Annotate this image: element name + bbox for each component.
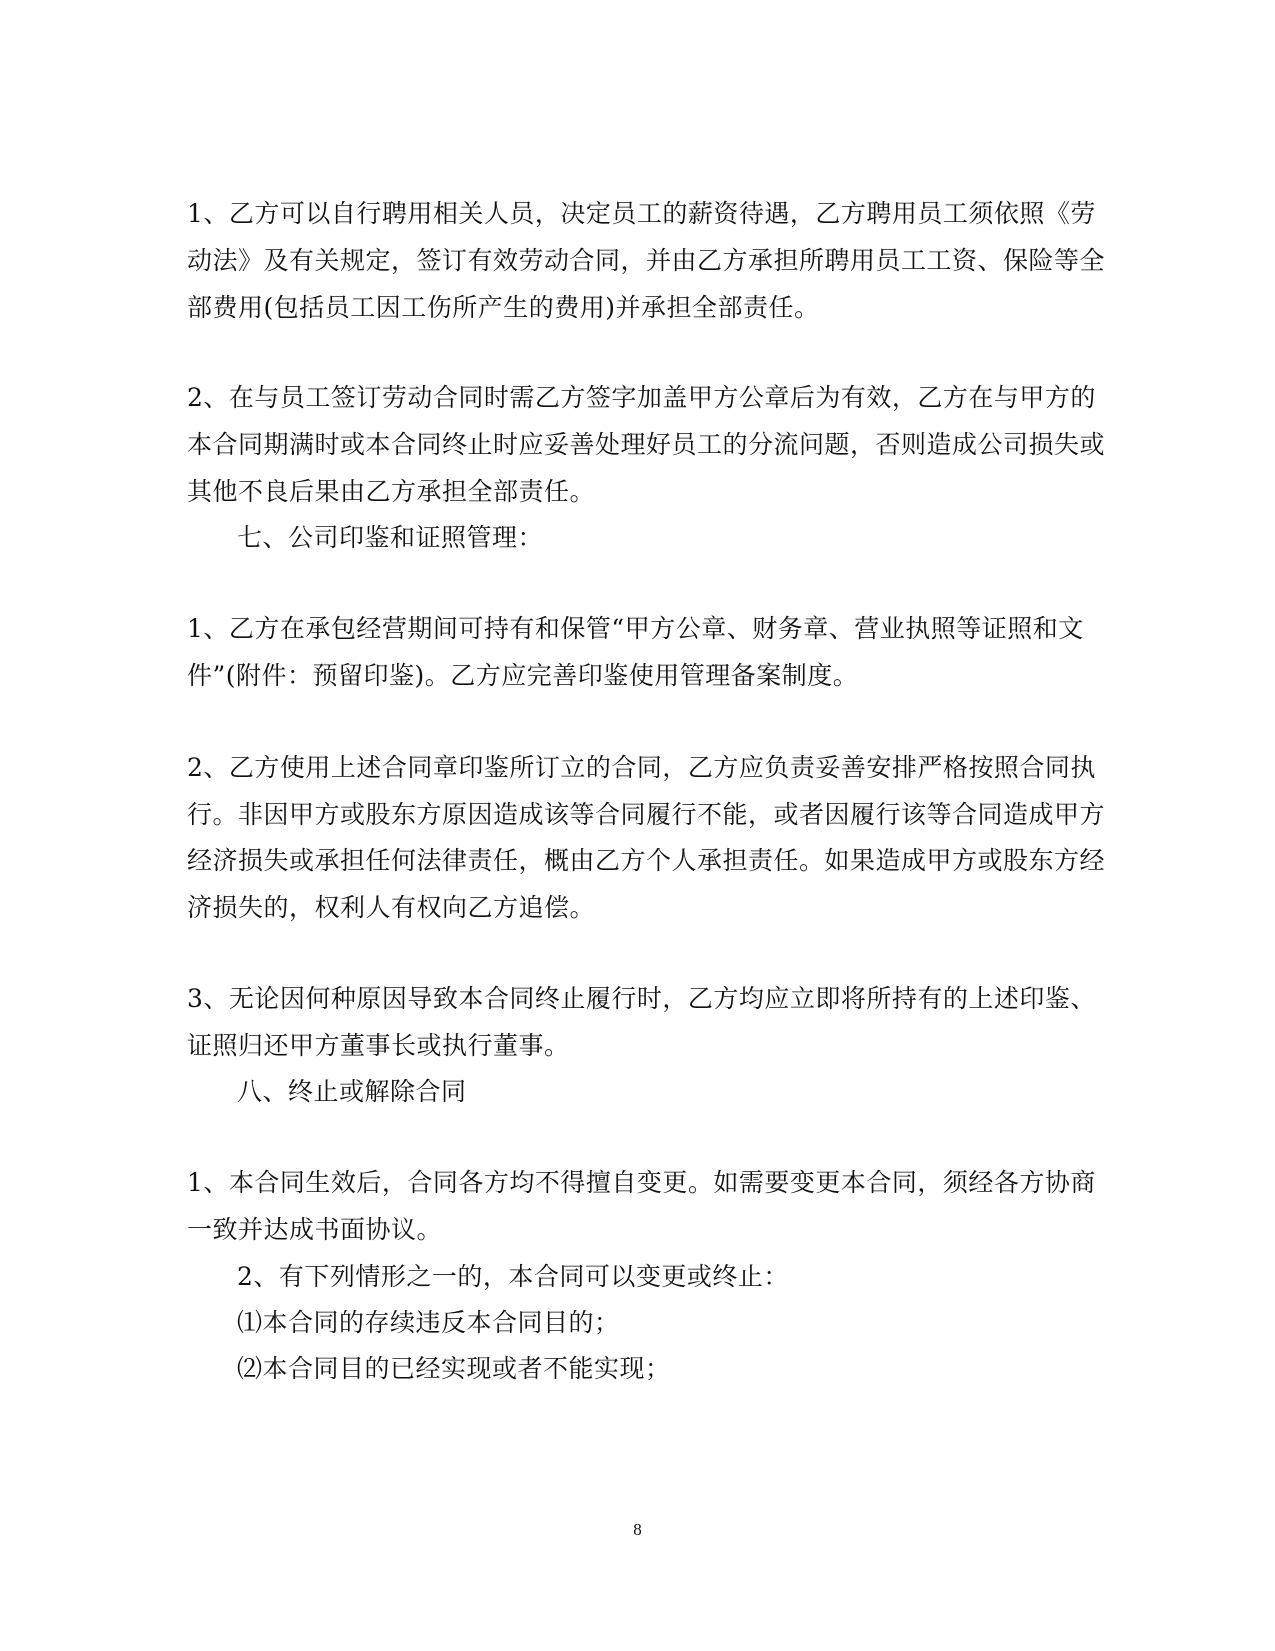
clause-7-1-line-2: 件”(附件：预留印鉴)。乙方应完善印鉴使用管理备案制度。 [187,661,859,690]
clause-8-2-line: 2、有下列情形之一的，本合同可以变更或终止： [237,1262,789,1291]
clause-8-2-item-2: ⑵本合同目的已经实现或者不能实现； [237,1354,671,1383]
clause-7-3-line-1: 3、无论因何种原因导致本合同终止履行时，乙方均应立即将所持有的上述印鉴、 [187,984,1096,1013]
clause-7-2-line-3: 经济损失或承担任何法律责任，概由乙方个人承担责任。如果造成甲方或股东方经 [187,846,1106,875]
clause-6-2-line-3: 其他不良后果由乙方承担全部责任。 [187,477,596,506]
clause-7-2-line-1: 2、乙方使用上述合同章印鉴所订立的合同，乙方应负责妥善安排严格按照合同执 [187,753,1096,782]
clause-7-1-line-1: 1、乙方在承包经营期间可持有和保管“甲方公章、财务章、营业执照等证照和文 [187,614,1084,643]
section-7-heading: 七、公司印鉴和证照管理： [237,523,544,552]
clause-6-1-line-3: 部费用(包括员工因工伤所产生的费用)并承担全部责任。 [187,293,820,322]
clause-8-1-line-2: 一致并达成书面协议。 [187,1215,443,1244]
clause-6-2-line-1: 2、在与员工签订劳动合同时需乙方签字加盖甲方公章后为有效，乙方在与甲方的 [187,383,1096,412]
clause-7-2-line-4: 济损失的，权利人有权向乙方追偿。 [187,893,596,922]
clause-6-1-line-2: 动法》及有关规定，签订有效劳动合同，并由乙方承担所聘用员工工资、保险等全 [187,246,1106,275]
clause-6-1-line-1: 1、乙方可以自行聘用相关人员，决定员工的薪资待遇，乙方聘用员工须依照《劳 [187,199,1096,228]
clause-8-2-item-1: ⑴本合同的存续违反本合同目的； [237,1308,620,1337]
clause-7-2-line-2: 行。非因甲方或股东方原因造成该等合同履行不能，或者因履行该等合同造成甲方 [187,800,1106,829]
page-number: 8 [633,1520,642,1539]
clause-7-3-line-2: 证照归还甲方董事长或执行董事。 [187,1031,570,1060]
clause-8-1-line-1: 1、本合同生效后，合同各方均不得擅自变更。如需要变更本合同，须经各方协商 [187,1168,1096,1197]
section-8-heading: 八、终止或解除合同 [237,1077,467,1106]
clause-6-2-line-2: 本合同期满时或本合同终止时应妥善处理好员工的分流问题，否则造成公司损失或 [187,430,1106,459]
